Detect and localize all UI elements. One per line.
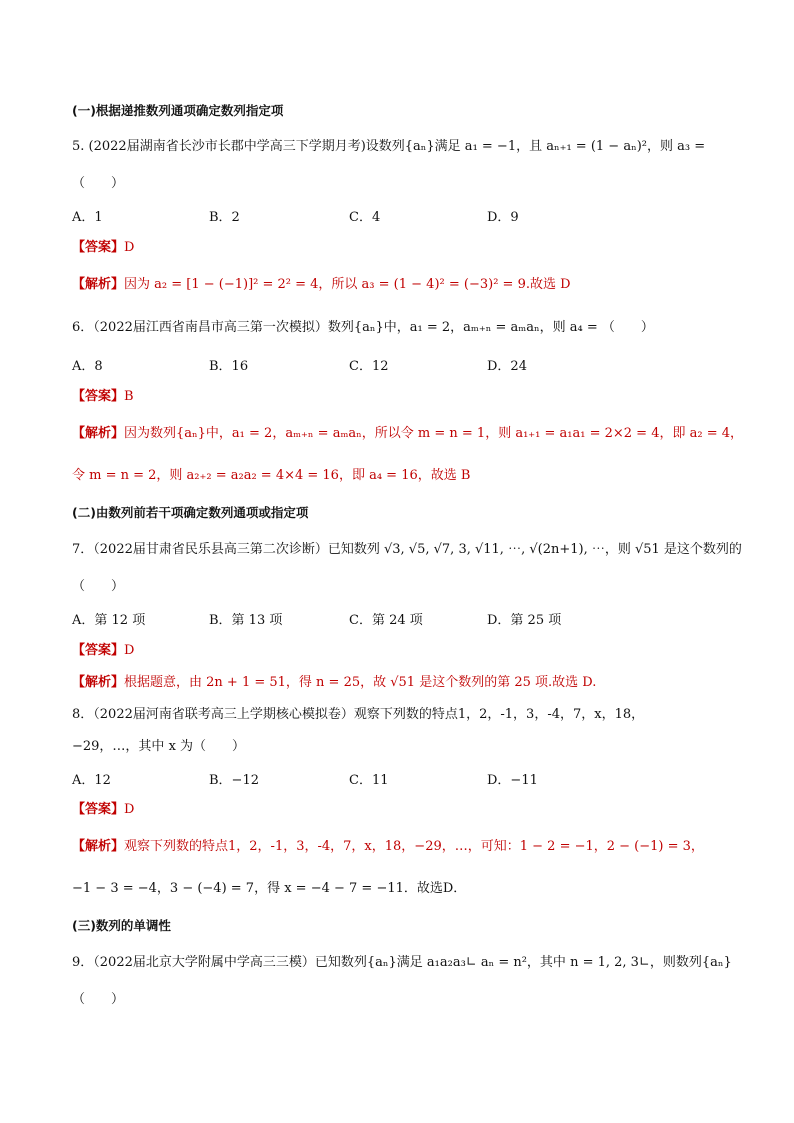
question-6-stem: 6．（2022届江西省南昌市高三第一次模拟）数列{aₙ}中，a₁ = 2，aₘ₊ₙ = aₘaₙ，则 a₄ = （ ） [72,320,654,335]
q8-analysis-line-2: −1 − 3 = −4，3 − (−4) = 7，得 x = −4 − 7 = −11．故选D． [72,881,467,896]
question-9-stem: 9．（2022届北京大学附属中学高三三模）已知数列{aₙ}满足 a₁a₂a₃∟ aₙ = n²，其中 n = 1, 2, 3∟，则数列{aₙ} [72,955,732,970]
answer-label: 【答案】 [72,240,125,255]
analysis-text: 观察下列数的特点1，2，-1，3，-4，7，x，18，−29，…，可知：1 − 2 = −1，2 − (−1) = 3， [124,839,704,854]
question-7-paren: （ ） [72,579,125,594]
q7-option-d: D．第 25 项 [487,613,562,628]
question-7-stem: 7．（2022届甘肃省民乐县高三第二次诊断）已知数列 √3, √5, √7, 3, √11, ⋯, √(2n+1), ⋯，则 √51 是这个数列的 [72,542,742,557]
analysis-label: 【解析】 [72,839,125,854]
q5-answer [72,238,734,258]
q5-option-d: D．9 [487,210,519,225]
answer-value: D [124,240,135,255]
analysis-label: 【解析】 [72,675,125,690]
q5-option-b: B．2 [209,210,240,225]
answer-value: B [124,389,134,404]
q8-option-d: D．−11 [487,773,538,788]
q7-option-c: C．第 24 项 [349,613,423,628]
q5-option-c: C．4 [349,210,381,225]
analysis-label: 【解析】 [72,426,125,441]
q8-analysis-line-1 [72,837,734,857]
answer-label: 【答案】 [72,389,125,404]
section-heading-1: (一)根据递推数列通项确定数列指定项 [72,103,284,118]
question-5-stem: 5. (2022届湖南省长沙市长郡中学高三下学期月考)设数列{aₙ}满足 a₁ = −1，且 aₙ₊₁ = (1 − aₙ)²，则 a₃ = [72,139,706,154]
question-5-paren: （ ） [72,176,125,191]
q6-option-b: B．16 [209,359,249,374]
answer-value: D [124,643,135,658]
q5-analysis [72,275,734,295]
q7-option-b: B．第 13 项 [209,613,283,628]
analysis-text: 因为 a₂ = [1 − (−1)]² = 2² = 4，所以 a₃ = (1 − 4)² = (−3)² = 9.故选 D [124,277,571,292]
section-heading-2: (二)由数列前若干项确定数列通项或指定项 [72,505,309,520]
q8-option-c: C．11 [349,773,389,788]
q8-option-b: B．−12 [209,773,259,788]
question-8-stem-line-1: 8．（2022届河南省联考高三上学期核心模拟卷）观察下列数的特点1，2，-1，3，-4，7，x，18， [72,707,645,722]
q6-option-a: A．8 [72,359,103,374]
analysis-label: 【解析】 [72,277,125,292]
section-heading-3: (三)数列的单调性 [72,918,171,933]
q8-option-a: A．12 [72,773,111,788]
q7-answer [72,641,734,661]
q6-analysis-line-1 [72,424,743,444]
q8-answer [72,800,734,820]
q6-analysis-line-2: 令 m = n = 2，则 a₂₊₂ = a₂a₂ = 4×4 = 16，即 a₄ = 16，故选 B [72,468,471,483]
answer-label: 【答案】 [72,802,125,817]
q6-option-d: D．24 [487,359,527,374]
question-8-stem-line-2: −29，…，其中 x 为（ ） [72,739,246,754]
q7-option-a: A．第 12 项 [72,613,146,628]
analysis-text: 根据题意，由 2n + 1 = 51，得 n = 25，故 √51 是这个数列的第 25 项.故选 D. [124,675,597,690]
question-9-paren: （ ） [72,992,125,1007]
answer-label: 【答案】 [72,643,125,658]
answer-value: D [124,802,135,817]
analysis-text: 因为数列{aₙ}中，a₁ = 2，aₘ₊ₙ = aₘaₙ，所以令 m = n = 1，则 a₁₊₁ = a₁a₁ = 2×2 = 4，即 a₂ = 4， [124,426,743,441]
q5-option-a: A．1 [72,210,103,225]
q7-analysis [72,673,734,693]
q6-option-c: C．12 [349,359,389,374]
q6-answer [72,387,734,407]
